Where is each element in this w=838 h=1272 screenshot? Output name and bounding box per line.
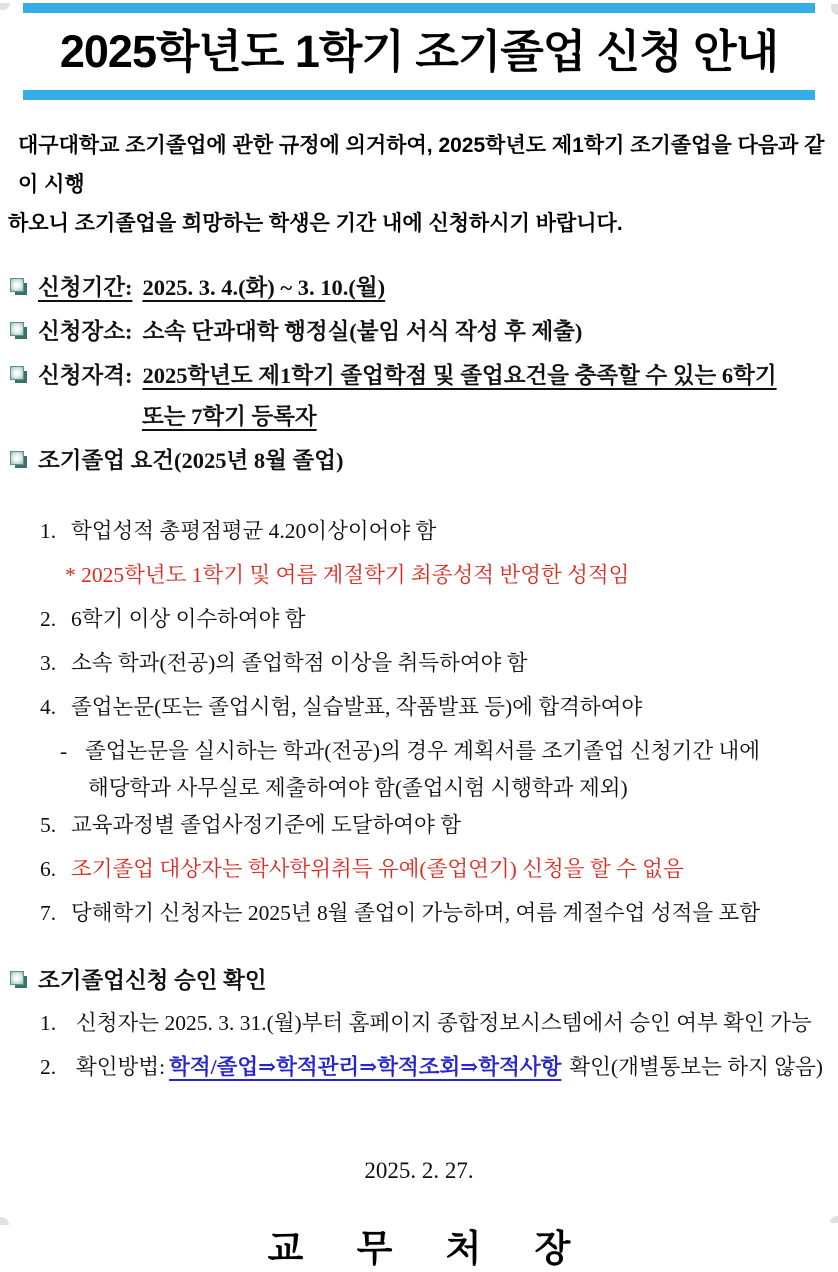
square-bullet-icon — [10, 322, 28, 340]
item-text-red: 조기졸업 대상자는 학사학위취득 유예(졸업연기) 신청을 할 수 없음 — [71, 857, 684, 881]
requirements-header-row — [0, 447, 838, 475]
application-place-row — [0, 318, 838, 346]
requirements-list — [0, 518, 838, 927]
item-number: 1. — [40, 1011, 57, 1035]
check-method-label: 확인방법: — [76, 1055, 166, 1079]
square-bullet-icon — [10, 451, 28, 469]
requirement-item-4 — [40, 694, 838, 721]
application-place-text — [38, 318, 582, 346]
requirement-item-1 — [40, 518, 838, 545]
item-text: 졸업논문(또는 졸업시험, 실습발표, 작품발표 등)에 합격하여야 — [71, 695, 643, 719]
item-text: 당해학기 신청자는 2025년 8월 졸업이 가능하며, 여름 계절수업 성적을 포함 — [71, 901, 761, 925]
requirement-item-5 — [40, 812, 838, 839]
approval-header-row — [0, 967, 838, 995]
signer-title: 교 무 처 장 — [267, 1229, 593, 1270]
application-period-row — [0, 274, 838, 302]
notice-document — [0, 3, 838, 1270]
item-number: 6. — [40, 857, 57, 881]
eligibility-row — [0, 362, 838, 431]
intro-line-1: 대구대학교 조기졸업에 관한 규정에 의거하여, 2025학년도 제1학기 조기졸업을 다음과 같이 시행 — [18, 134, 825, 196]
intro-line-2: 하오니 조기졸업을 희망하는 학생은 기간 내에 신청하시기 바랍니다. — [8, 212, 623, 235]
menu-path-link: 학적/졸업⇒학적관리⇒학적조회⇒학적사항 — [169, 1055, 562, 1079]
square-bullet-icon — [10, 971, 28, 989]
application-period-text — [38, 274, 385, 302]
item-text: 학업성적 총평점평균 4.20이상이어야 함 — [71, 519, 437, 543]
scan-artifact — [0, 1217, 9, 1225]
requirement-item-2 — [40, 606, 838, 633]
eligibility-value-line2: 또는 7학기 등록자 — [142, 404, 317, 429]
requirement-item-7 — [40, 900, 838, 927]
eligibility-value-line1: 2025학년도 제1학기 졸업학점 및 졸업요건을 충족할 수 있는 6학기 — [142, 363, 777, 388]
item-text: 교육과정별 졸업사정기준에 도달하여야 함 — [71, 813, 461, 837]
item-text: 졸업논문을 실시하는 학과(전공)의 경우 계획서를 조기졸업 신청기간 내에 — [85, 739, 761, 763]
item-number: 4. — [40, 695, 57, 719]
eligibility-label: 신청자격: — [38, 363, 133, 388]
application-period-value: 2025. 3. 4.(화) ~ 3. 10.(월) — [142, 275, 386, 300]
check-method-suffix: 확인(개별통보는 하지 않음) — [569, 1055, 823, 1079]
square-bullet-icon — [10, 278, 28, 296]
eligibility-text — [38, 362, 777, 431]
page-title: 2025학년도 1학기 조기졸업 신청 안내 — [59, 26, 779, 77]
item-number: 3. — [40, 651, 57, 675]
info-section — [0, 274, 838, 475]
approval-item-2 — [40, 1053, 838, 1081]
application-period-label: 신청기간: — [38, 275, 133, 300]
item-number: 7. — [40, 901, 57, 925]
item-text: 소속 학과(전공)의 졸업학점 이상을 취득하여야 함 — [71, 651, 528, 675]
requirement-item-4-sub — [60, 738, 838, 765]
item-text: 6학기 이상 이수하여야 함 — [71, 607, 306, 631]
requirements-header: 조기졸업 요건(2025년 8월 졸업) — [38, 448, 344, 473]
item-number: 1. — [40, 519, 57, 543]
application-place-label: 신청장소: — [38, 319, 133, 344]
requirement-item-6 — [40, 856, 838, 883]
item-number: 5. — [40, 813, 57, 837]
approval-header: 조기졸업신청 승인 확인 — [38, 968, 267, 993]
requirement-item-4-sub-continuation: 해당학과 사무실로 제출하여야 함(졸업시험 시행학과 제외) — [88, 776, 628, 800]
document-date: 2025. 2. 27. — [364, 1158, 474, 1183]
bottom-rule — [23, 90, 815, 100]
approval-item-1 — [40, 1009, 838, 1037]
approval-list — [0, 1009, 838, 1081]
dash-marker: - — [60, 739, 68, 763]
item-number: 2. — [40, 607, 57, 631]
intro-paragraph — [8, 126, 830, 243]
requirement-item-1-note: * 2025학년도 1학기 및 여름 계절학기 최종성적 반영한 성적임 — [65, 563, 630, 587]
requirement-item-3 — [40, 650, 838, 677]
top-rule — [23, 3, 815, 13]
item-text: 신청자는 2025. 3. 31.(월)부터 홈페이지 종합정보시스템에서 승인 여부 확인 가능 — [76, 1011, 812, 1035]
square-bullet-icon — [10, 366, 28, 384]
item-text — [76, 1053, 823, 1081]
item-number: 2. — [40, 1055, 57, 1079]
application-place-value: 소속 단과대학 행정실(붙임 서식 작성 후 제출) — [142, 319, 583, 344]
scan-artifact — [0, 3, 10, 10]
